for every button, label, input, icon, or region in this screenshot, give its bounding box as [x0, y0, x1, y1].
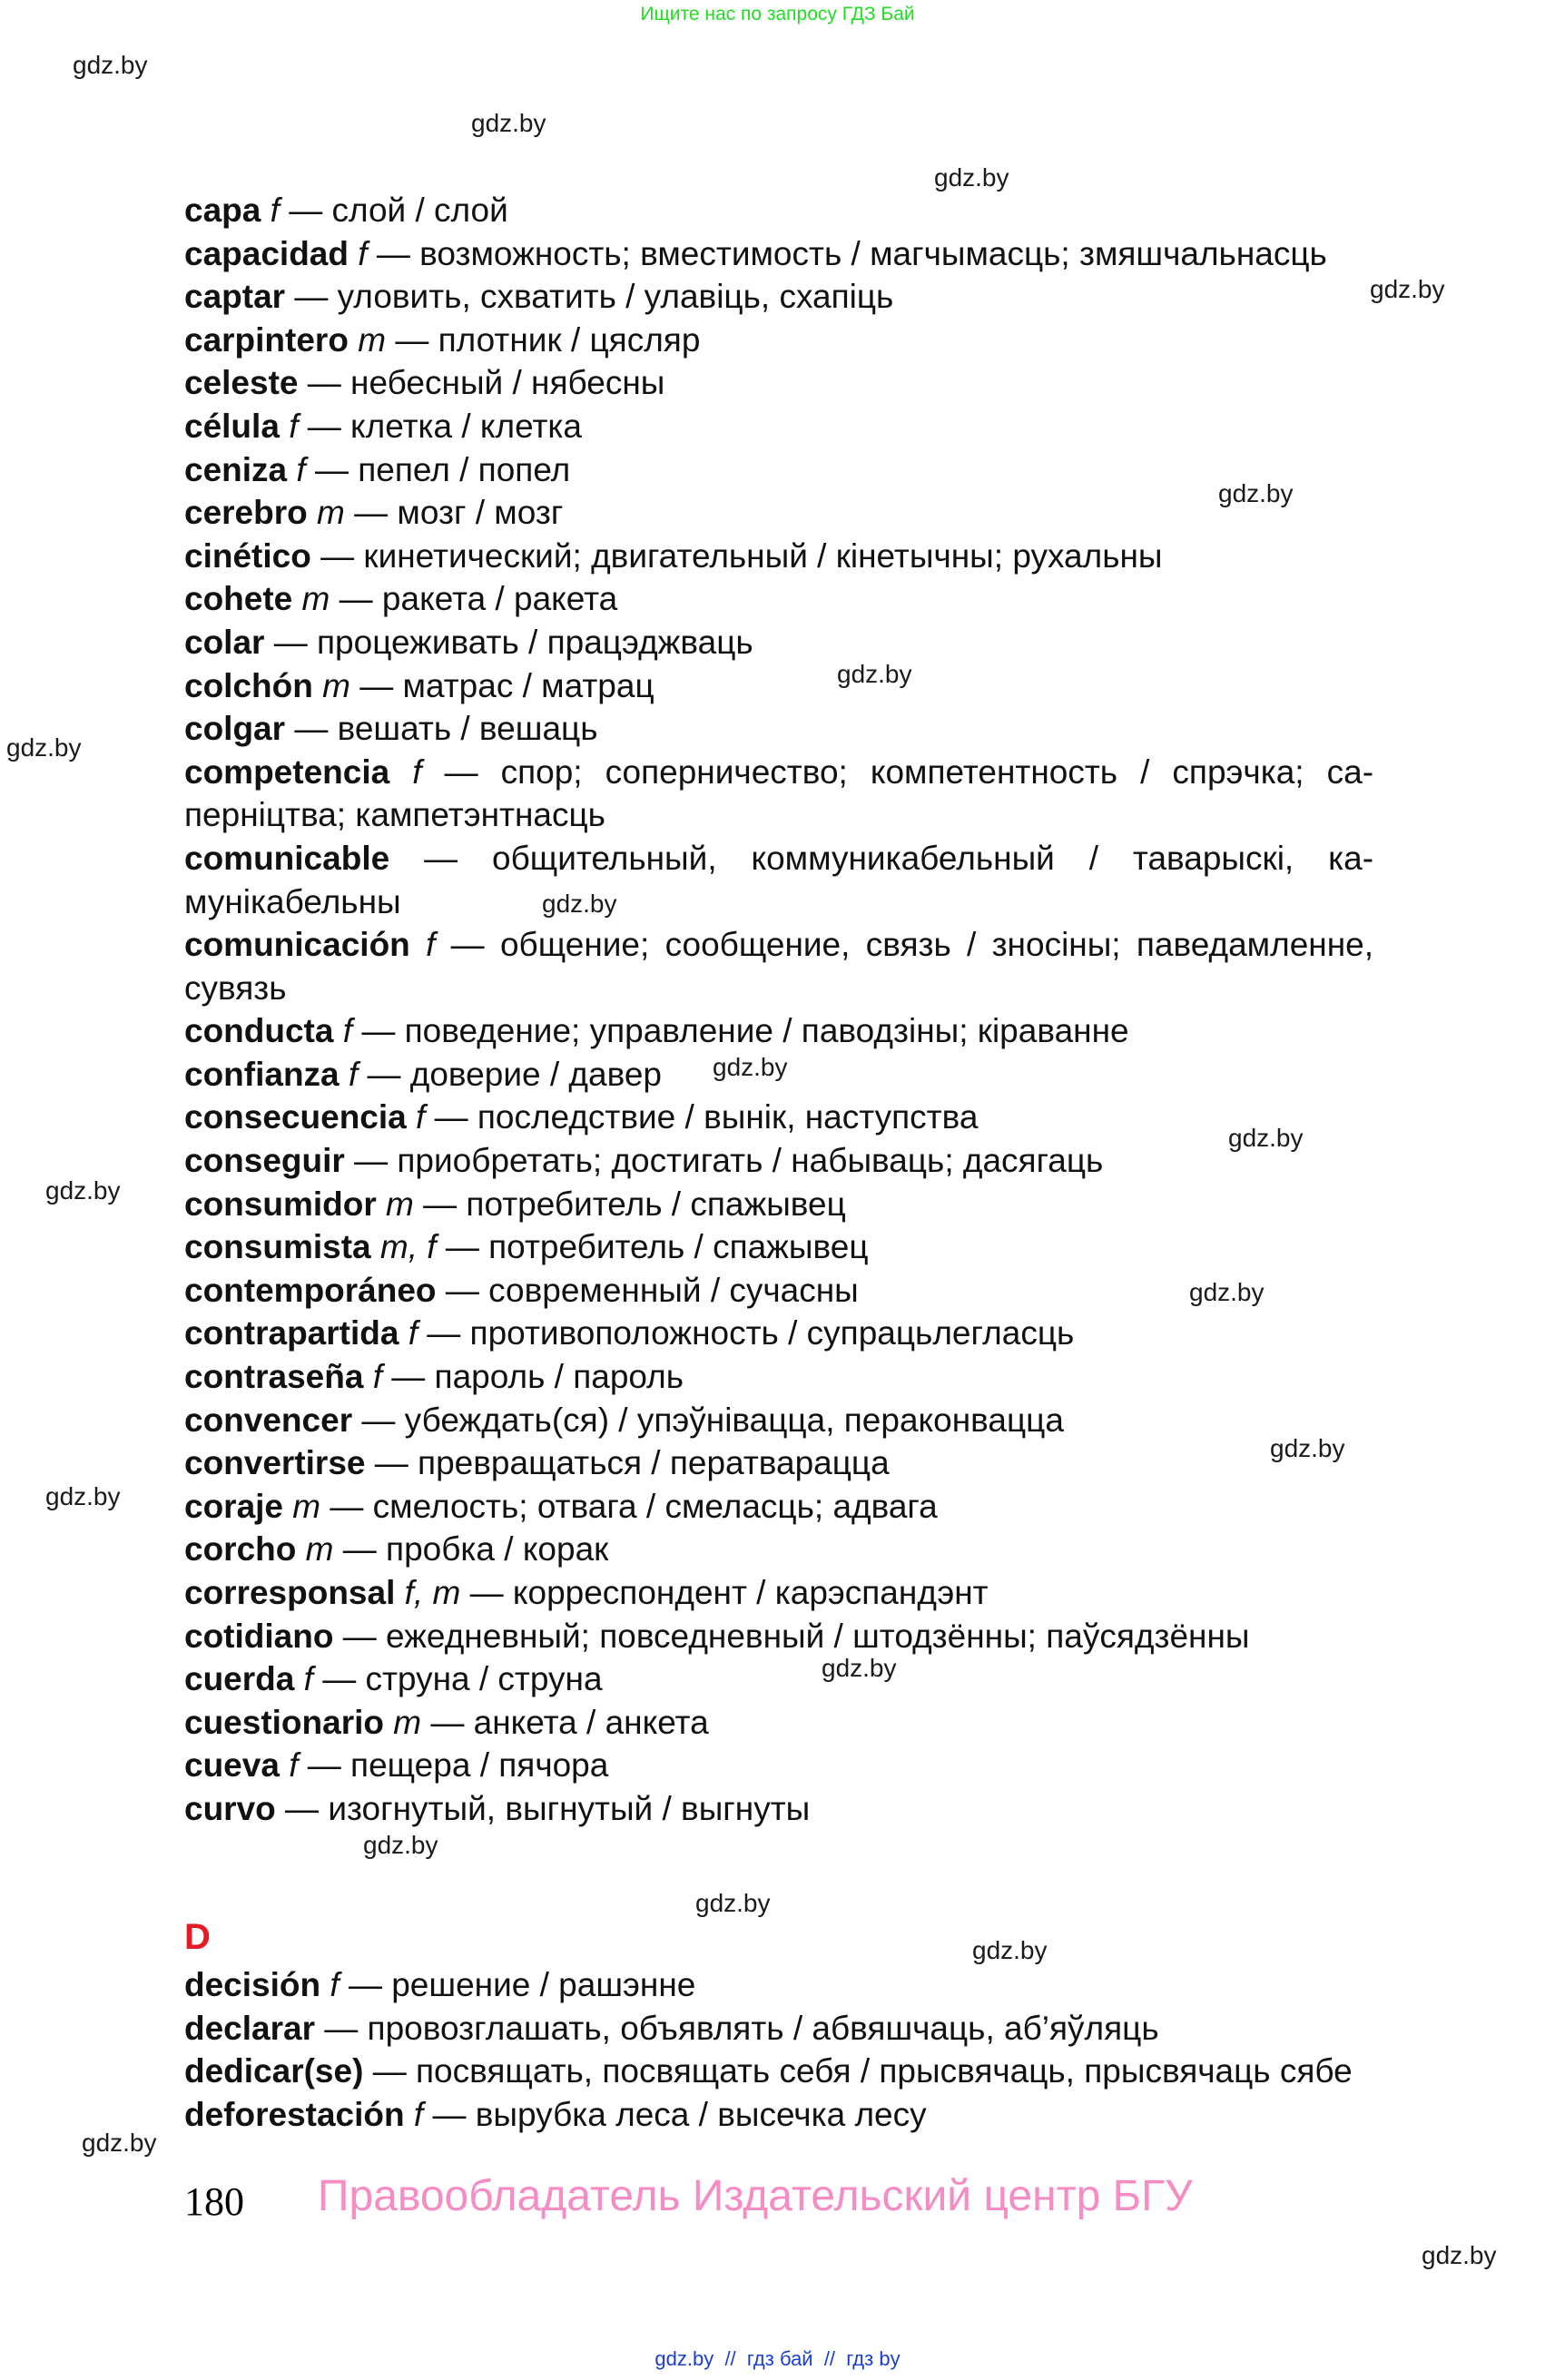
dictionary-entry — [184, 1139, 1373, 1183]
entry-translation: — превращаться / ператварацца — [374, 1444, 890, 1482]
dictionary-entry — [184, 707, 1373, 751]
entry-term: cueva — [184, 1746, 280, 1785]
dictionary-entry — [184, 751, 1373, 837]
entry-translation: — противоположность / супрацьлегласць — [427, 1314, 1075, 1352]
dictionary-section-d — [184, 1963, 1373, 2136]
entry-term: colar — [184, 623, 265, 661]
entry-term: colgar — [184, 710, 286, 748]
dictionary-entry — [184, 1269, 1373, 1313]
entry-gender: m — [393, 1703, 422, 1741]
entry-term: capacidad — [184, 234, 349, 272]
entry-translation: — клетка / клетка — [307, 407, 583, 445]
watermark-text: gdz.by — [1189, 1278, 1265, 1306]
footer-links[interactable]: gdz.by // гдз бай // гдз by — [654, 2347, 901, 2370]
dictionary-entry — [184, 1399, 1373, 1442]
entry-translation: — современный / сучасны — [445, 1271, 859, 1309]
entry-translation: — последствие / вынік, наступства — [434, 1098, 979, 1136]
watermark-text: gdz.by — [45, 1482, 121, 1510]
watermark-text: gdz.by — [542, 890, 617, 918]
entry-term: capa — [184, 192, 261, 229]
dictionary-entry — [184, 1312, 1373, 1355]
dictionary-entry — [184, 1615, 1373, 1658]
entry-term: conducta — [184, 1012, 334, 1050]
dictionary-entry — [184, 2050, 1373, 2093]
entry-translation: — струна / струна — [322, 1660, 603, 1698]
watermark-text: gdz.by — [82, 2129, 157, 2157]
entry-gender: f — [330, 1966, 340, 2003]
watermark-text: gdz.by — [822, 1654, 897, 1682]
dictionary-entry — [184, 1096, 1373, 1139]
entry-gender: f — [289, 1746, 299, 1785]
dictionary-entry — [184, 1183, 1373, 1226]
entry-term: corresponsal — [184, 1574, 396, 1611]
entry-term: cohete — [184, 580, 293, 618]
entry-translation: — возможность; вместимость / магчымасць; змяшчальнасць — [376, 234, 1327, 272]
entry-term: contrapartida — [184, 1314, 399, 1352]
watermark-text: gdz.by — [45, 1176, 121, 1205]
entry-translation: — поведение; управление / паводзіны; кіраванне — [361, 1012, 1129, 1050]
dictionary-entry — [184, 1225, 1373, 1269]
dictionary-entry — [184, 232, 1373, 276]
entry-translation: — общительный, коммуникабельный / таварыскі, камунікабельны — [184, 839, 1374, 920]
entry-term: competencia — [184, 752, 390, 791]
entry-term: convertirse — [184, 1444, 366, 1482]
entry-term: consecuencia — [184, 1098, 407, 1136]
entry-translation: — небесный / нябесны — [307, 364, 665, 402]
entry-term: corcho — [184, 1530, 297, 1569]
entry-gender: m — [386, 1185, 414, 1223]
entry-translation: — потребитель / спажывец — [423, 1185, 846, 1223]
entry-term: colchón — [184, 666, 313, 704]
entry-gender: f — [413, 2095, 424, 2133]
dictionary-entry — [184, 448, 1373, 492]
entry-term: coraje — [184, 1487, 284, 1525]
entry-term: ceniza — [184, 450, 288, 488]
dictionary-entry — [184, 2093, 1373, 2137]
entry-gender: f — [416, 1098, 426, 1136]
watermark-text: gdz.by — [713, 1053, 788, 1081]
entry-translation: — убеждать(ся) / упэўнівацца, пераконвацца — [361, 1401, 1064, 1439]
entry-translation: — ежедневный; повседневный / штодзённы; паўсядзённы — [342, 1617, 1250, 1655]
entry-translation: — провозглашать, объявлять / абвяшчаць, аб’яўляць — [324, 2009, 1159, 2047]
entry-gender: f — [289, 407, 299, 445]
entry-term: cotidiano — [184, 1617, 334, 1655]
entry-gender: m — [317, 494, 345, 532]
dictionary-entry — [184, 535, 1373, 578]
entry-translation: — матрас / матрац — [359, 666, 654, 704]
entry-translation: — ракета / ракета — [339, 580, 618, 618]
watermark-text: gdz.by — [934, 163, 1009, 192]
entry-term: cuestionario — [184, 1703, 384, 1741]
entry-translation: — общение; сообщение, связь / зносіны; паведамленне, сувязь — [184, 926, 1373, 1007]
entry-term: confianza — [184, 1055, 340, 1093]
entry-term: consumista — [184, 1228, 371, 1266]
watermark-text: gdz.by — [6, 733, 82, 762]
entry-term: comunicación — [184, 926, 410, 964]
dictionary-entry — [184, 577, 1373, 621]
dictionary-entry — [184, 361, 1373, 405]
watermark-text: gdz.by — [471, 109, 546, 137]
entry-translation: — изогнутый, выгнутый / выгнуты — [285, 1789, 811, 1827]
entry-term: curvo — [184, 1789, 276, 1827]
entry-translation: — анкета / анкета — [430, 1703, 709, 1741]
entry-gender: f — [348, 1055, 359, 1093]
entry-gender: f — [426, 926, 436, 964]
dictionary-entry — [184, 664, 1373, 708]
entry-translation: — кинетический; двигательный / кінетычны; рухальны — [320, 536, 1163, 575]
watermark-text: gdz.by — [1370, 275, 1445, 303]
entry-term: cuerda — [184, 1660, 295, 1698]
page-number: 180 — [184, 2179, 244, 2224]
watermark-text: gdz.by — [695, 1889, 771, 1917]
entry-term: dedicar(se) — [184, 2052, 364, 2090]
entry-gender: f, m — [404, 1574, 461, 1611]
dictionary-entry — [184, 319, 1373, 362]
entry-gender: f — [412, 752, 422, 791]
watermark-text: gdz.by — [1228, 1124, 1304, 1152]
dictionary-entry — [184, 1963, 1373, 2007]
entry-translation: — плотник / цясляр — [395, 320, 701, 359]
entry-translation: — вешать / вешаць — [294, 710, 598, 748]
entry-gender: f — [372, 1358, 382, 1396]
dictionary-entry — [184, 923, 1373, 1009]
dictionary-entry — [184, 1441, 1373, 1485]
dictionary-entry — [184, 1571, 1373, 1615]
entry-term: declarar — [184, 2009, 315, 2047]
entry-gender: f — [408, 1314, 418, 1352]
entry-term: conseguir — [184, 1142, 345, 1180]
entry-translation: — доверие / давер — [367, 1055, 662, 1093]
entry-gender: m — [305, 1530, 334, 1569]
entry-gender: m — [358, 320, 387, 359]
watermark-text: gdz.by — [837, 660, 912, 688]
dictionary-entry — [184, 491, 1373, 535]
entry-term: captar — [184, 278, 286, 316]
watermark-text: gdz.by — [1270, 1434, 1345, 1462]
entry-gender: m — [292, 1487, 321, 1525]
dictionary-entry — [184, 2007, 1373, 2051]
dictionary-entry — [184, 837, 1373, 923]
entry-translation: — пещера / пячора — [307, 1746, 609, 1785]
search-banner[interactable]: Ищите нас по запросу ГДЗ Бай — [640, 4, 915, 25]
watermark-text: gdz.by — [363, 1831, 438, 1859]
dictionary-entry — [184, 1787, 1373, 1831]
entry-translation: — уловить, схватить / улавіць, схапіць — [294, 278, 894, 316]
section-heading-d: D — [184, 1917, 211, 1957]
dictionary-entry — [184, 1701, 1373, 1745]
dictionary-entry — [184, 1657, 1373, 1701]
entry-gender: f — [303, 1660, 313, 1698]
entry-term: carpintero — [184, 320, 349, 359]
dictionary-entry — [184, 189, 1373, 232]
entry-gender: f — [270, 192, 280, 229]
dictionary-entry — [184, 1744, 1373, 1787]
entry-gender: m, f — [379, 1228, 437, 1266]
watermark-text: gdz.by — [972, 1936, 1048, 1964]
entry-term: convencer — [184, 1401, 353, 1439]
dictionary-entry — [184, 1485, 1373, 1529]
entry-term: cinético — [184, 536, 311, 575]
entry-term: deforestación — [184, 2095, 405, 2133]
entry-translation: — вырубка леса / высечка лесу — [432, 2095, 927, 2133]
entry-gender: m — [322, 666, 350, 704]
entry-gender: f — [296, 450, 306, 488]
entry-translation: — приобретать; достигать / набываць; дасягаць — [354, 1142, 1104, 1180]
dictionary-entry — [184, 1009, 1373, 1053]
watermark-text: gdz.by — [73, 51, 148, 79]
entry-translation: — процеживать / працэджваць — [273, 623, 753, 661]
entry-term: comunicable — [184, 839, 390, 877]
entry-term: decisión — [184, 1966, 321, 2003]
entry-translation: — решение / рашэнне — [348, 1966, 696, 2003]
entry-term: consumidor — [184, 1185, 377, 1223]
entry-translation: — потребитель / спажывец — [445, 1228, 869, 1266]
dictionary-entry — [184, 275, 1373, 319]
dictionary-section-c — [184, 189, 1373, 1831]
entry-gender: f — [342, 1012, 353, 1050]
entry-translation: — мозг / мозг — [354, 494, 564, 532]
watermark-text: gdz.by — [1218, 479, 1294, 507]
entry-gender: f — [358, 234, 368, 272]
entry-translation: — спор; соперничество; компетентность / спрэчка; саперніцтва; кампетэнтнасць — [184, 752, 1374, 834]
entry-gender: m — [301, 580, 330, 618]
entry-translation: — пепел / попел — [314, 450, 571, 488]
watermark-text: gdz.by — [1422, 2241, 1497, 2269]
entry-term: contemporáneo — [184, 1271, 437, 1309]
entry-term: cerebro — [184, 494, 308, 532]
entry-translation: — смелость; отвага / смеласць; адвага — [330, 1487, 938, 1525]
entry-translation: — корреспондент / карэспандэнт — [469, 1574, 989, 1611]
entry-term: contraseña — [184, 1358, 364, 1396]
copyright-notice: Правообладатель Издательский центр БГУ — [318, 2172, 1193, 2220]
dictionary-entry — [184, 1053, 1373, 1097]
entry-translation: — посвящать, посвящать себя / прысвячаць, прысвячаць сябе — [372, 2052, 1353, 2090]
dictionary-entry — [184, 621, 1373, 664]
dictionary-entry — [184, 1355, 1373, 1399]
entry-translation: — пароль / пароль — [391, 1358, 684, 1396]
entry-term: célula — [184, 407, 280, 445]
dictionary-entry — [184, 1528, 1373, 1571]
entry-translation: — слой / слой — [289, 192, 508, 229]
entry-term: celeste — [184, 364, 299, 402]
entry-translation: — пробка / корак — [342, 1530, 609, 1569]
dictionary-entry — [184, 405, 1373, 448]
